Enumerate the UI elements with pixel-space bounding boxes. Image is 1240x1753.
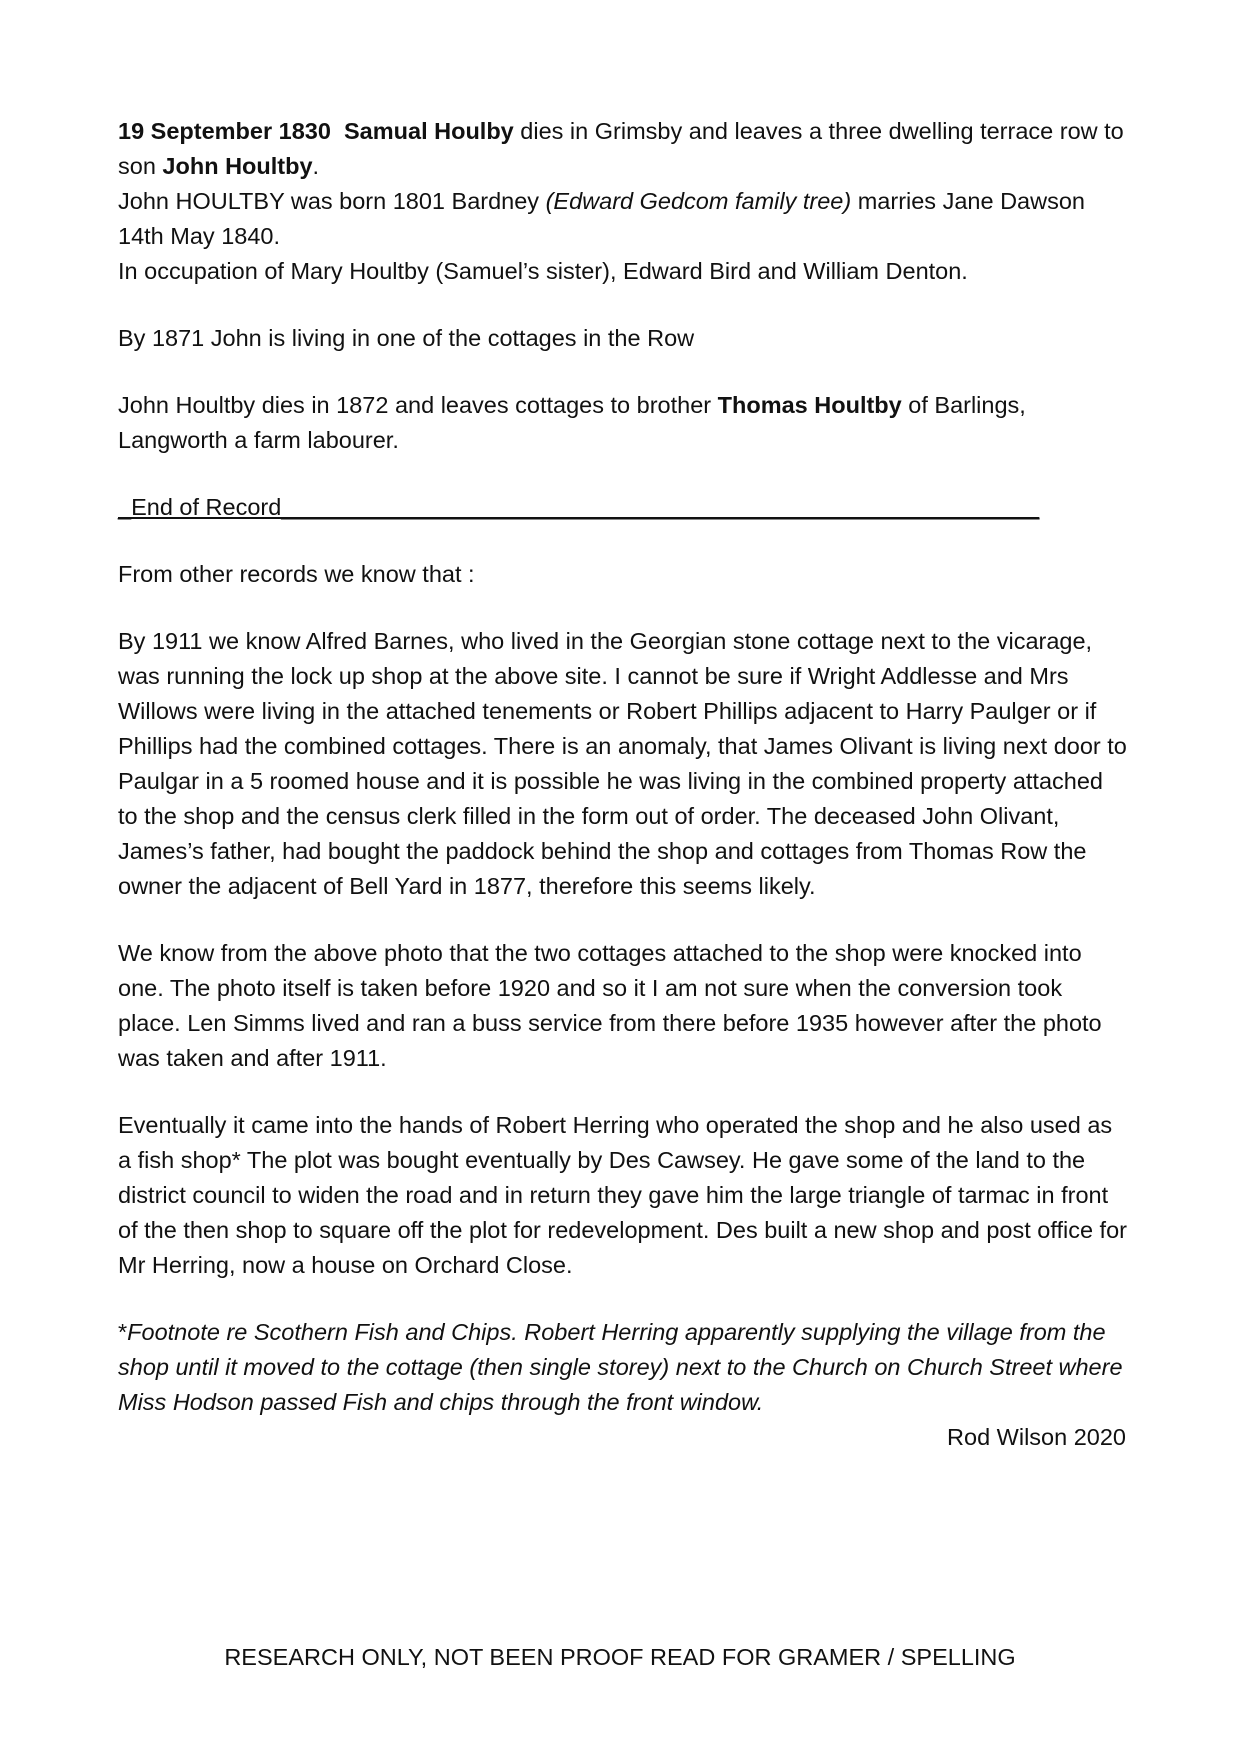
record-date: 19 September 1830 — [118, 118, 331, 144]
record-intro-paragraph — [118, 114, 1128, 184]
record-1872-end: of Barlings, Langworth a farm labourer. — [118, 392, 1026, 453]
record-birth-source: (Edward Gedcom family tree) — [545, 188, 852, 214]
record-intro-end: . — [312, 153, 320, 179]
record-person-name: Samual Houlby — [344, 118, 514, 144]
disclaimer-footer: RESEARCH ONLY, NOT BEEN PROOF READ FOR GRAMER / SPELLING — [224, 1644, 1016, 1670]
record-intro-text: dies in Grimsby and leaves a three dwelling terrace row to son — [118, 118, 1124, 179]
footnote-paragraph — [118, 1315, 1128, 1420]
record-1872-text: John Houltby dies in 1872 and leaves cottages to brother — [118, 392, 718, 418]
record-brother-name: Thomas Houltby — [717, 392, 902, 418]
record-birth-end: marries Jane Dawson 14th May 1840. — [118, 188, 1085, 249]
spacer — [118, 356, 1128, 388]
record-birth-paragraph — [118, 184, 1128, 254]
record-birth-text: John HOULTBY was born 1801 Bardney — [118, 188, 546, 214]
footnote-text: Footnote re Scothern Fish and Chips. Robert Herring apparently supplying the village from the shop until it moved to the cottage (then single storey) next to the Church on Church Street where Miss Hodson passed Fish and chips through the front window. — [118, 1319, 1123, 1415]
spacer — [118, 1076, 1128, 1108]
paragraph-herring: Eventually it came into the hands of Robert Herring who operated the shop and he also used as a fish shop* The plot was bought eventually by Des Cawsey. He gave some of the land to the district council to widen the road and in return they gave him the large triangle of tarmac in front of the then shop to square off the plot for redevelopment. Des built a new shop and post office for Mr Herring, now a house on Orchard Close. — [118, 1112, 1127, 1278]
end-of-record-text: _End of Record__________________________________________________________ — [118, 494, 1040, 520]
record-occupation-paragraph: In occupation of Mary Houltby (Samuel’s sister), Edward Bird and William Denton. — [118, 258, 968, 284]
paragraph-photo: We know from the above photo that the two cottages attached to the shop were knocked into one. The photo itself is taken before 1920 and so it I am not sure when the conversion took place. Len Simms lived and ran a buss service from there before 1935 however after the photo was taken and after 1911. — [118, 940, 1102, 1071]
spacer — [118, 592, 1128, 624]
spacer — [118, 525, 1128, 557]
spacer — [118, 1283, 1128, 1315]
paragraph-1911: By 1911 we know Alfred Barnes, who lived in the Georgian stone cottage next to the vicarage, was running the lock up shop at the above site. I cannot be sure if Wright Addlesse and Mrs Willows were living in the attached tenements or Robert Phillips adjacent to Harry Paulger or if Phillips had the combined cottages. There is an anomaly, that James Olivant is living next door to Paulgar in a 5 roomed house and it is possible he was living in the combined property attached to the shop and the census clerk filled in the form out of order. The deceased John Olivant, James’s father, had bought the paddock behind the shop and cottages from Thomas Row the owner the adjacent of Bell Yard in 1877, therefore this seems likely. — [118, 628, 1127, 899]
spacer — [118, 458, 1128, 490]
record-son-name: John Houltby — [162, 153, 313, 179]
spacer — [118, 904, 1128, 936]
document-body — [118, 114, 1128, 1455]
author-signature: Rod Wilson 2020 — [947, 1424, 1126, 1450]
footnote-star: * — [118, 1319, 128, 1345]
record-1872-paragraph — [118, 388, 1128, 458]
record-1871-paragraph: By 1871 John is living in one of the cottages in the Row — [118, 325, 695, 351]
spacer — [118, 289, 1128, 321]
other-records-intro: From other records we know that : — [118, 561, 475, 587]
end-of-record-line — [118, 490, 1128, 525]
